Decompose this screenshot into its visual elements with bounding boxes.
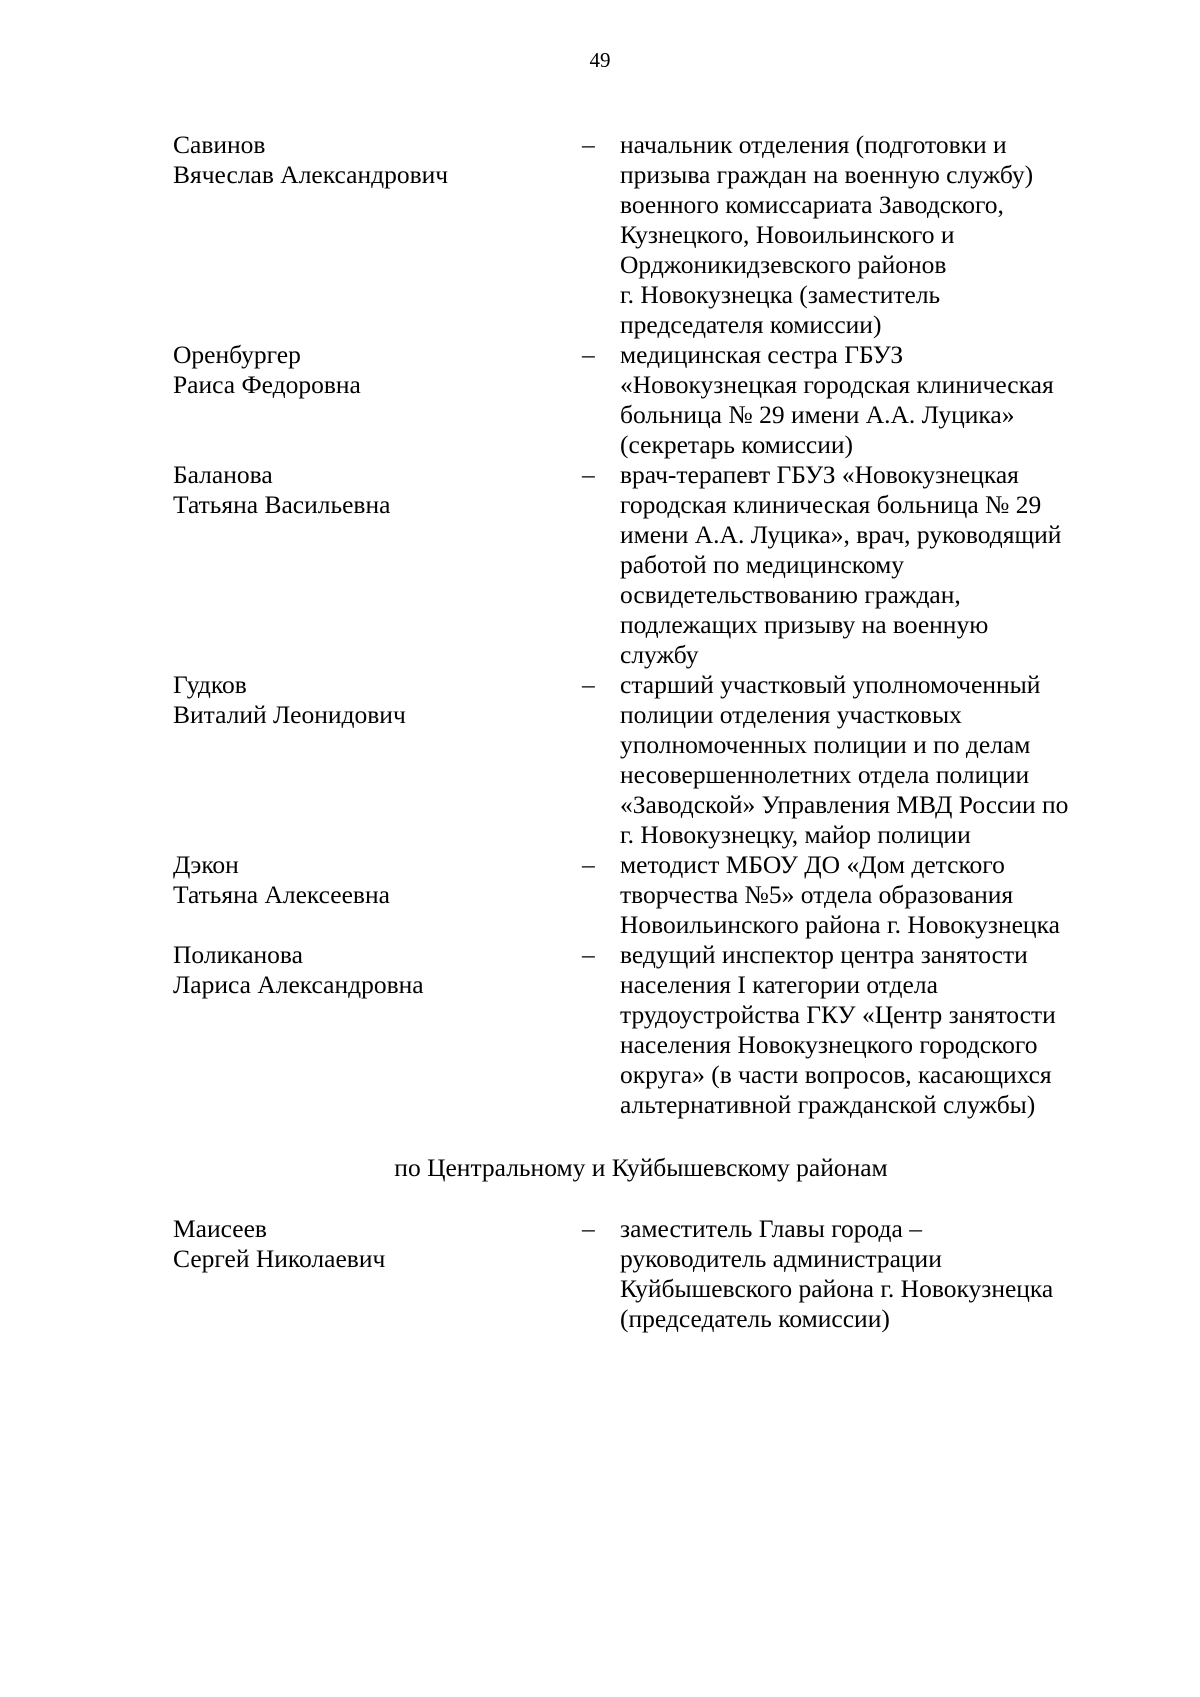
members-list-group-1: [0, 130, 1200, 1120]
section-heading: по Центральному и Куйбышевскому районам: [394, 1153, 888, 1182]
member-position-line: (секретарь комиссии): [620, 430, 853, 459]
member-position-line: военного комиссариата Заводского,: [620, 190, 1004, 219]
member-surname: Маисеев: [173, 1214, 267, 1243]
member-position-line: Куйбышевского района г. Новокузнецка: [620, 1274, 1054, 1303]
member-position: [620, 340, 1140, 460]
member-position-line: Новоильинского района г. Новокузнецка: [620, 910, 1060, 939]
member-name: [173, 850, 553, 910]
member-position-line: заместитель Главы города –: [620, 1214, 922, 1243]
member-entry: [0, 130, 1200, 340]
member-given-names: Татьяна Васильевна: [173, 490, 391, 519]
member-surname: Поликанова: [173, 940, 303, 969]
member-position-line: ведущий инспектор центра занятости: [620, 940, 1028, 969]
dash-separator: –: [582, 670, 595, 699]
members-list-group-2: [0, 1214, 1200, 1334]
dash-separator: –: [582, 940, 595, 969]
member-name: [173, 130, 553, 190]
member-position-line: «Заводской» Управления МВД России по: [620, 790, 1069, 819]
member-position-line: населения I категории отдела: [620, 970, 938, 999]
member-given-names: Раиса Федоровна: [173, 370, 361, 399]
member-position-line: уполномоченных полиции и по делам: [620, 730, 1031, 759]
member-position-line: населения Новокузнецкого городского: [620, 1030, 1038, 1059]
member-position-line: старший участковый уполномоченный: [620, 670, 1041, 699]
member-position-line: медицинская сестра ГБУЗ: [620, 340, 904, 369]
member-position-line: председателя комиссии): [620, 310, 882, 339]
member-position-line: творчества №5» отдела образования: [620, 880, 1014, 909]
member-name: [173, 940, 553, 1000]
member-position: [620, 130, 1140, 340]
member-entry: [0, 670, 1200, 850]
member-surname: Савинов: [173, 130, 266, 159]
member-position-line: альтернативной гражданской службы): [620, 1090, 1036, 1119]
member-position-line: методист МБОУ ДО «Дом детского: [620, 850, 1005, 879]
member-position-line: начальник отделения (подготовки и: [620, 130, 1007, 159]
member-position-line: Кузнецкого, Новоильинского и: [620, 220, 955, 249]
member-surname: Дэкон: [173, 850, 239, 879]
member-position-line: руководитель администрации: [620, 1244, 942, 1273]
member-surname: Баланова: [173, 460, 273, 489]
dash-separator: –: [582, 460, 595, 489]
member-position-line: имени А.А. Луцика», врач, руководящий: [620, 520, 1062, 549]
member-name: [173, 340, 553, 400]
member-position: [620, 670, 1140, 850]
dash-separator: –: [582, 340, 595, 369]
member-position: [620, 1214, 1140, 1334]
member-given-names: Сергей Николаевич: [173, 1244, 386, 1273]
member-entry: [0, 940, 1200, 1120]
member-position-line: (председатель комиссии): [620, 1304, 890, 1333]
member-position-line: призыва граждан на военную службу): [620, 160, 1034, 189]
member-position-line: несовершеннолетних отдела полиции: [620, 760, 1030, 789]
member-position-line: Орджоникидзевского районов: [620, 250, 947, 279]
member-position: [620, 460, 1140, 670]
member-position-line: г. Новокузнецку, майор полиции: [620, 820, 971, 849]
member-entry: [0, 340, 1200, 460]
page-number: 49: [589, 48, 611, 72]
member-surname: Гудков: [173, 670, 247, 699]
member-position-line: врач-терапевт ГБУЗ «Новокузнецкая: [620, 460, 1019, 489]
dash-separator: –: [582, 1214, 595, 1243]
dash-separator: –: [582, 130, 595, 159]
member-position-line: «Новокузнецкая городская клиническая: [620, 370, 1054, 399]
member-position-line: полиции отделения участковых: [620, 700, 962, 729]
member-position-line: больница № 29 имени А.А. Луцика»: [620, 400, 1015, 429]
member-position-line: округа» (в части вопросов, касающихся: [620, 1060, 1052, 1089]
member-given-names: Лариса Александровна: [173, 970, 424, 999]
member-position-line: работой по медицинскому: [620, 550, 905, 579]
member-given-names: Виталий Леонидович: [173, 700, 406, 729]
member-given-names: Татьяна Алексеевна: [173, 880, 390, 909]
member-name: [173, 460, 553, 520]
member-given-names: Вячеслав Александрович: [173, 160, 449, 189]
member-position: [620, 940, 1140, 1120]
member-surname: Оренбургер: [173, 340, 301, 369]
member-position-line: трудоустройства ГКУ «Центр занятости: [620, 1000, 1056, 1029]
member-name: [173, 670, 553, 730]
commission-roster: [0, 130, 1200, 1334]
member-position-line: городская клиническая больница № 29: [620, 490, 1042, 519]
member-position: [620, 850, 1140, 940]
member-entry: [0, 850, 1200, 940]
member-position-line: службу: [620, 640, 699, 669]
member-entry: [0, 1214, 1200, 1334]
member-position-line: подлежащих призыву на военную: [620, 610, 989, 639]
member-name: [173, 1214, 553, 1274]
member-position-line: освидетельствованию граждан,: [620, 580, 961, 609]
member-position-line: г. Новокузнецка (заместитель: [620, 280, 941, 309]
dash-separator: –: [582, 850, 595, 879]
member-entry: [0, 460, 1200, 670]
